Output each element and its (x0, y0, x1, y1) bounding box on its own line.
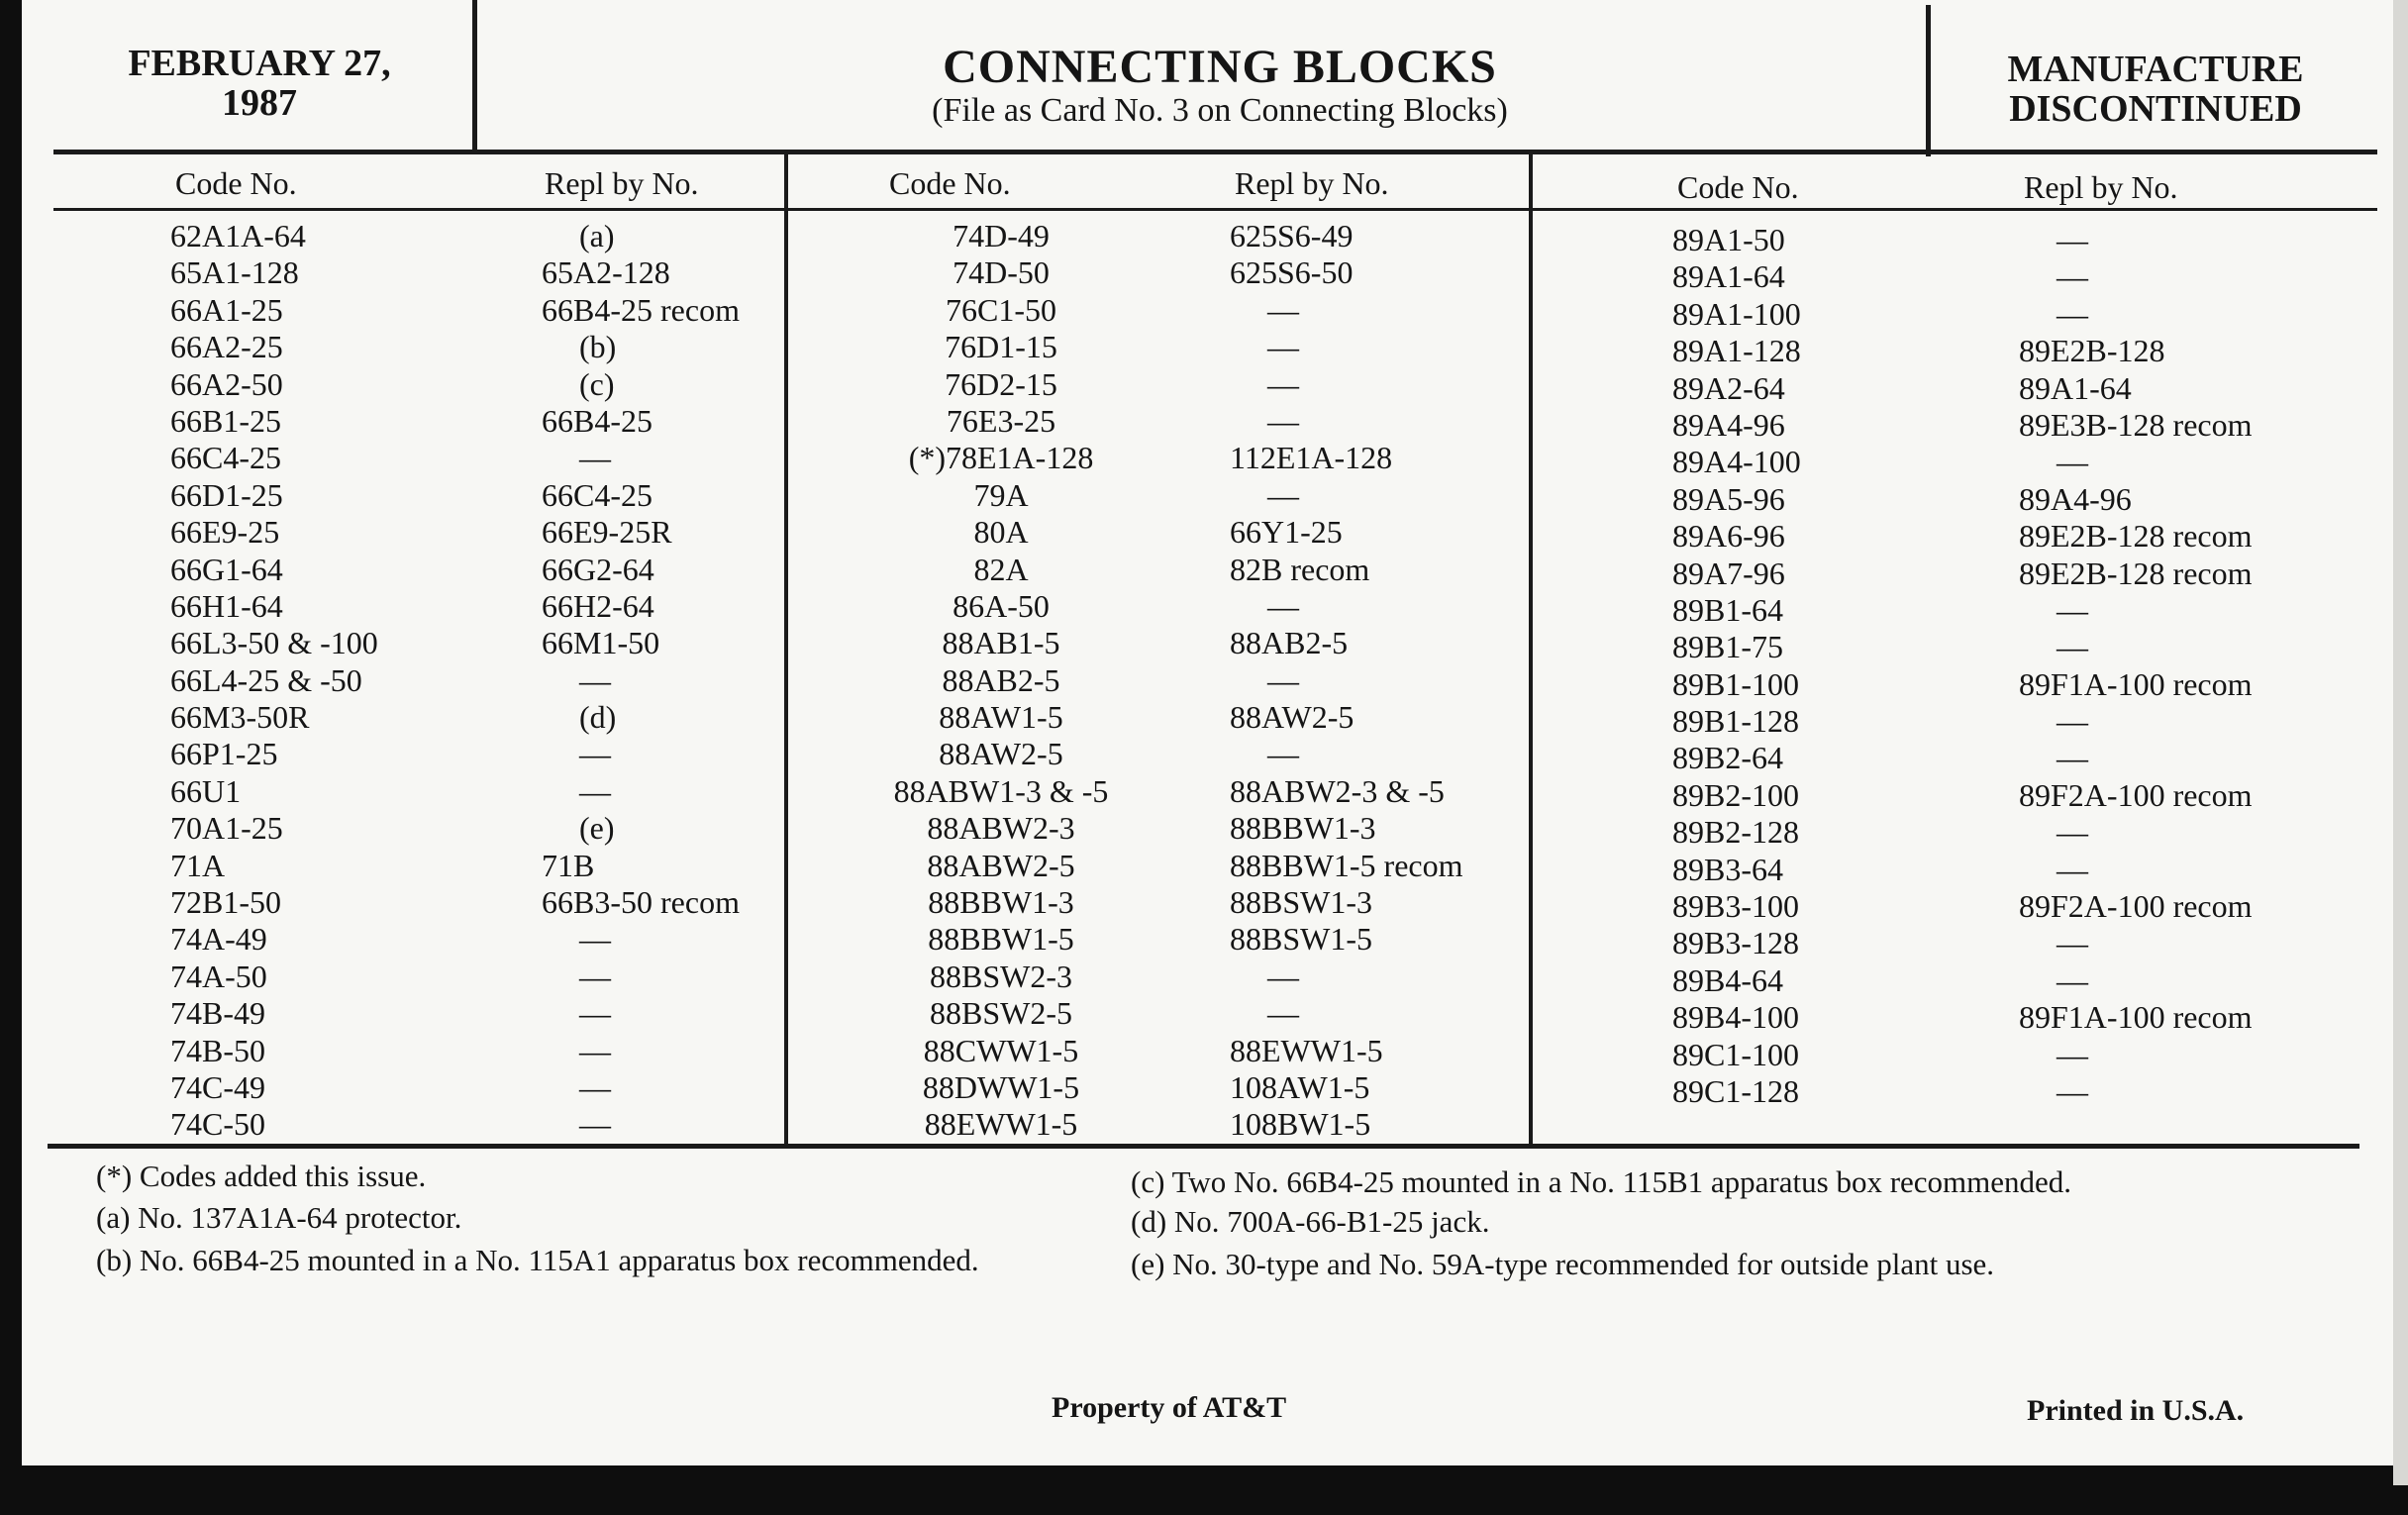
code-cell: 66E9-25 (170, 514, 280, 551)
repl-cell: — (1267, 402, 1299, 439)
repl-cell: — (1267, 291, 1299, 328)
repl-cell: 66G2-64 (542, 551, 654, 587)
header-bottom-rule (53, 208, 2377, 211)
repl-cell: 66B4-25 (542, 402, 652, 439)
status-stamp (1948, 50, 2363, 129)
repl-cell: — (2057, 444, 2088, 480)
repl-cell: 89E2B-128 recom (2019, 555, 2253, 591)
code-cell: 88ABW2-3 (927, 810, 1075, 847)
code-cell: 88BBW1-3 (928, 884, 1074, 921)
note-star: (*) Codes added this issue. (96, 1159, 427, 1193)
code-cell: 89B1-128 (1672, 703, 1799, 740)
block2-code-list (852, 218, 1151, 1144)
colhead-code-3: Code No. (1677, 169, 1799, 205)
code-cell: 66A2-50 (170, 365, 283, 402)
card-subtitle: (File as Card No. 3 on Connecting Blocks) (932, 92, 1508, 129)
block3-code-list (1672, 222, 1801, 1110)
block2-repl-list (1230, 218, 1463, 1144)
code-cell: 89B1-64 (1672, 591, 1783, 628)
code-cell: 89B4-64 (1672, 961, 1783, 998)
note-e: (e) No. 30-type and No. 59A-type recommended for outside plant use. (1131, 1247, 1995, 1281)
status-line1: MANUFACTURE (2007, 49, 2304, 90)
code-cell: 76C1-50 (946, 291, 1056, 328)
repl-cell: — (579, 921, 611, 958)
code-cell: 89B2-100 (1672, 776, 1799, 813)
repl-cell: 89E3B-128 recom (2019, 406, 2253, 443)
code-cell: 88ABW1-3 & -5 (893, 772, 1109, 809)
code-cell: 88AB1-5 (942, 625, 1060, 661)
repl-cell: 65A2-128 (542, 254, 670, 291)
colhead-code-2: Code No. (889, 165, 1011, 201)
repl-cell: — (579, 661, 611, 698)
colhead-repl-1: Repl by No. (545, 165, 699, 201)
repl-cell: 88BSW1-3 (1230, 884, 1372, 921)
code-cell: 88ABW2-5 (927, 847, 1075, 883)
repl-cell: 66M1-50 (542, 625, 660, 661)
code-cell: 80A (973, 514, 1029, 551)
footer-printed: Printed in U.S.A. (2027, 1394, 2245, 1427)
repl-cell: 108AW1-5 (1230, 1068, 1370, 1105)
repl-cell: — (579, 1106, 611, 1143)
repl-cell: — (1267, 329, 1299, 365)
code-cell: 89A6-96 (1672, 518, 1785, 555)
repl-cell: 88ABW2-3 & -5 (1230, 772, 1445, 809)
repl-cell: — (2057, 258, 2088, 295)
repl-cell: 88BSW1-5 (1230, 921, 1372, 958)
repl-cell: 66B4-25 recom (542, 291, 740, 328)
repl-cell: — (2057, 1036, 2088, 1072)
repl-cell: — (1267, 587, 1299, 624)
code-cell: 89B2-64 (1672, 740, 1783, 776)
repl-cell: 625S6-49 (1230, 218, 1354, 253)
code-cell: 66P1-25 (170, 736, 278, 772)
table-top-rule (53, 150, 2377, 154)
code-cell: 89B1-75 (1672, 629, 1783, 665)
block-divider-1 (784, 153, 788, 1144)
repl-cell: — (2057, 295, 2088, 332)
note-d: (d) No. 700A-66-B1-25 jack. (1131, 1204, 1490, 1239)
note-b: (b) No. 66B4-25 mounted in a No. 115A1 apparatus box recommended. (96, 1243, 979, 1277)
code-cell: 89A7-96 (1672, 555, 1785, 591)
repl-cell: 66H2-64 (542, 587, 654, 624)
issue-date (51, 44, 467, 123)
table-bottom-rule (48, 1144, 2359, 1149)
issue-date-line1: FEBRUARY 27, (128, 43, 391, 84)
code-cell: 74B-49 (170, 995, 265, 1032)
note-c: (c) Two No. 66B4-25 mounted in a No. 115B1 apparatus box recommended. (1131, 1164, 2072, 1199)
code-cell: 66A1-25 (170, 291, 283, 328)
repl-cell: — (1267, 995, 1299, 1032)
repl-cell: — (579, 1068, 611, 1105)
block1-repl-list (542, 218, 740, 1144)
code-cell: 88AW1-5 (939, 699, 1063, 736)
block-divider-2 (1529, 153, 1533, 1144)
card-edge-shadow (2393, 0, 2408, 1485)
code-cell: 76E3-25 (946, 402, 1056, 439)
code-cell: 88BSW2-3 (930, 958, 1072, 994)
code-cell: 74D-49 (953, 218, 1050, 253)
repl-cell: 89A1-64 (2019, 369, 2132, 406)
repl-cell: (c) (579, 365, 615, 402)
code-cell: 89B2-128 (1672, 814, 1799, 851)
code-cell: 66C4-25 (170, 440, 281, 476)
code-cell: 88BBW1-5 (928, 921, 1074, 958)
repl-cell: — (2057, 591, 2088, 628)
code-cell: 62A1A-64 (170, 218, 306, 253)
repl-cell: (b) (579, 329, 617, 365)
repl-cell: — (579, 1032, 611, 1068)
code-cell: 88EWW1-5 (924, 1106, 1078, 1143)
header-divider-right (1926, 5, 1931, 156)
code-cell: 89A4-100 (1672, 444, 1801, 480)
colhead-repl-2: Repl by No. (1235, 165, 1389, 201)
repl-cell: — (579, 958, 611, 994)
repl-cell: — (579, 440, 611, 476)
code-cell: 89C1-100 (1672, 1036, 1799, 1072)
code-cell: 89A5-96 (1672, 480, 1785, 517)
repl-cell: 88BBW1-5 recom (1230, 847, 1463, 883)
repl-cell: — (2057, 629, 2088, 665)
code-cell: 74A-50 (170, 958, 267, 994)
repl-cell: — (1267, 365, 1299, 402)
repl-cell: 88AB2-5 (1230, 625, 1349, 661)
card-title: CONNECTING BLOCKS (943, 41, 1497, 93)
code-cell: 88BSW2-5 (930, 995, 1072, 1032)
repl-cell: — (1267, 736, 1299, 772)
code-cell: 66D1-25 (170, 476, 283, 513)
repl-cell: — (2057, 1072, 2088, 1109)
code-cell: 89A1-128 (1672, 333, 1801, 369)
status-line2: DISCONTINUED (2009, 88, 2302, 130)
repl-cell: 625S6-50 (1230, 254, 1354, 291)
repl-cell: 88AW2-5 (1230, 699, 1354, 736)
repl-cell: (e) (579, 810, 615, 847)
code-cell: 65A1-128 (170, 254, 299, 291)
code-cell: 88DWW1-5 (922, 1068, 1080, 1105)
repl-cell: — (2057, 851, 2088, 887)
code-cell: 82A (973, 551, 1029, 587)
code-cell: 66A2-25 (170, 329, 283, 365)
repl-cell: — (1267, 958, 1299, 994)
code-cell: 89B4-100 (1672, 999, 1799, 1036)
code-cell: 89C1-128 (1672, 1072, 1799, 1109)
repl-cell: — (579, 995, 611, 1032)
repl-cell: — (2057, 703, 2088, 740)
repl-cell: (d) (579, 699, 617, 736)
repl-cell: (a) (579, 218, 615, 253)
code-cell: 79A (973, 476, 1029, 513)
code-cell: 74B-50 (170, 1032, 265, 1068)
repl-cell: — (2057, 222, 2088, 257)
repl-cell: — (1267, 661, 1299, 698)
code-cell: 66L4-25 & -50 (170, 661, 362, 698)
code-cell: 76D2-15 (945, 365, 1057, 402)
code-cell: 71A (170, 847, 226, 883)
code-cell: 86A-50 (953, 587, 1050, 624)
card-title-block (497, 42, 1943, 129)
code-cell: 89A1-64 (1672, 258, 1785, 295)
repl-cell: 112E1A-128 (1230, 440, 1393, 476)
repl-cell: 89F1A-100 recom (2019, 665, 2253, 702)
repl-cell: 82B recom (1230, 551, 1370, 587)
code-cell: 76D1-15 (945, 329, 1057, 365)
code-cell: 66U1 (170, 772, 242, 809)
repl-cell: 89F2A-100 recom (2019, 776, 2253, 813)
footer-property: Property of AT&T (1052, 1391, 1287, 1424)
code-cell: 66L3-50 & -100 (170, 625, 378, 661)
code-cell: 88CWW1-5 (923, 1032, 1079, 1068)
repl-cell: 89E2B-128 recom (2019, 518, 2253, 555)
repl-cell: — (2057, 814, 2088, 851)
repl-cell: 66Y1-25 (1230, 514, 1343, 551)
repl-cell: 88BBW1-3 (1230, 810, 1376, 847)
catalog-card (22, 0, 2393, 1465)
code-cell: 66M3-50R (170, 699, 310, 736)
code-cell: 89A4-96 (1672, 406, 1785, 443)
repl-cell: — (2057, 925, 2088, 961)
repl-cell: — (2057, 961, 2088, 998)
colhead-code-1: Code No. (175, 165, 297, 201)
colhead-repl-3: Repl by No. (2024, 169, 2178, 205)
header-divider-left (472, 0, 477, 151)
code-cell: 74C-50 (170, 1106, 265, 1143)
issue-date-line2: 1987 (222, 82, 297, 124)
repl-cell: 108BW1-5 (1230, 1106, 1371, 1143)
repl-cell: — (579, 772, 611, 809)
code-cell: 66G1-64 (170, 551, 283, 587)
repl-cell: — (2057, 740, 2088, 776)
code-cell: 74D-50 (953, 254, 1050, 291)
repl-cell: 89A4-96 (2019, 480, 2132, 517)
repl-cell: 89F1A-100 recom (2019, 999, 2253, 1036)
repl-cell: 89E2B-128 (2019, 333, 2165, 369)
code-cell: 66H1-64 (170, 587, 283, 624)
code-cell: 89B3-64 (1672, 851, 1783, 887)
repl-cell: — (579, 736, 611, 772)
repl-cell: 66B3-50 recom (542, 884, 740, 921)
code-cell: 89A2-64 (1672, 369, 1785, 406)
code-cell: 74A-49 (170, 921, 267, 958)
code-cell: 66B1-25 (170, 402, 281, 439)
repl-cell: — (1267, 476, 1299, 513)
repl-cell: 71B (542, 847, 595, 883)
code-cell: 74C-49 (170, 1068, 265, 1105)
code-cell: 70A1-25 (170, 810, 283, 847)
code-cell: (*)78E1A-128 (908, 440, 1094, 476)
code-cell: 89B3-100 (1672, 888, 1799, 925)
code-cell: 89A1-100 (1672, 295, 1801, 332)
repl-cell: 88EWW1-5 (1230, 1032, 1383, 1068)
note-a: (a) No. 137A1A-64 protector. (96, 1200, 462, 1235)
code-cell: 88AW2-5 (939, 736, 1063, 772)
code-cell: 72B1-50 (170, 884, 281, 921)
repl-cell: 66E9-25R (542, 514, 672, 551)
repl-cell: 89F2A-100 recom (2019, 888, 2253, 925)
block3-repl-list (2019, 222, 2253, 1110)
code-cell: 89B1-100 (1672, 665, 1799, 702)
code-cell: 89A1-50 (1672, 222, 1785, 257)
block1-code-list (170, 218, 378, 1144)
code-cell: 89B3-128 (1672, 925, 1799, 961)
code-cell: 88AB2-5 (942, 661, 1060, 698)
repl-cell: 66C4-25 (542, 476, 652, 513)
